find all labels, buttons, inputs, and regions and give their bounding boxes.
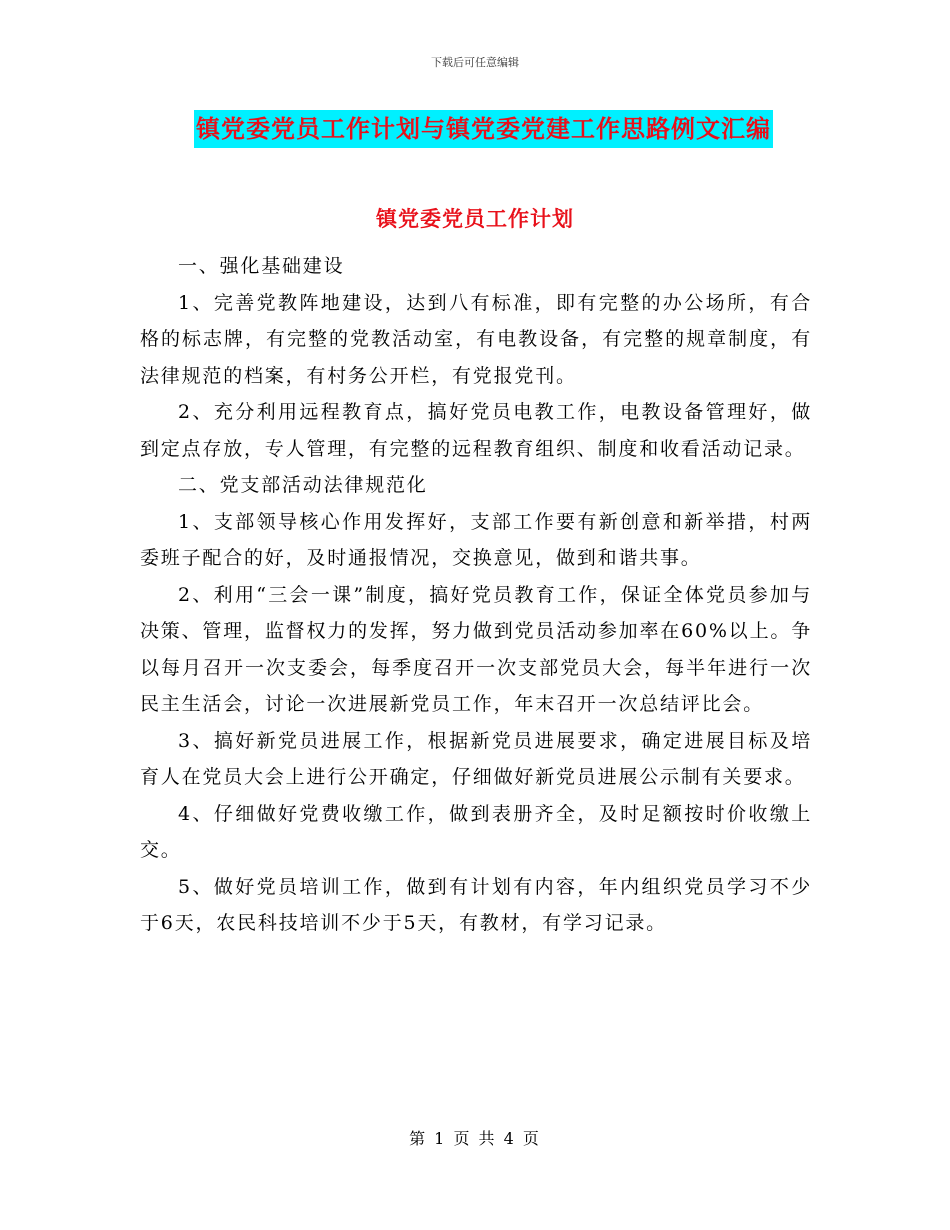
main-title-container (194, 110, 773, 148)
paragraph-item: 1、支部领导核心作用发挥好，支部工作要有新创意和新举措，村两委班子配合的好，及时通报情况，交换意见，做到和谐共事。 (140, 510, 812, 569)
page-number-footer: 第 1 页 共 4 页 (409, 1129, 541, 1148)
main-title: 镇党委党员工作计划与镇党委党建工作思路例文汇编 (194, 110, 773, 148)
heading-branch-activities: 二、党支部活动法律规范化 (178, 474, 428, 496)
document-body (140, 248, 812, 942)
paragraph-item: 5、做好党员培训工作，做到有计划有内容，年内组织党员学习不少于6天，农民科技培训不少于5天，有教材，有学习记录。 (140, 875, 812, 934)
heading-basic-construction: 一、强化基础建设 (178, 255, 345, 277)
section-title: 镇党委党员工作计划 (376, 207, 574, 231)
paragraph-item: 1、完善党教阵地建设，达到八有标准，即有完整的办公场所，有合格的标志牌，有完整的党教活动室，有电教设备，有完整的规章制度，有法律规范的档案，有村务公开栏，有党报党刊。 (140, 291, 812, 387)
paragraph-item: 3、搞好新党员进展工作，根据新党员进展要求，确定进展目标及培育人在党员大会上进行公开确定，仔细做好新党员进展公示制有关要求。 (140, 729, 812, 788)
header-note: 下载后可任意编辑 (431, 56, 519, 69)
paragraph-item: 2、利用“三会一课”制度，搞好党员教育工作，保证全体党员参加与决策、管理，监督权力的发挥，努力做到党员活动参加率在60%以上。争以每月召开一次支委会，每季度召开一次支部党员大会，每半年进行一次民主生活会，讨论一次进展新党员工作，年末召开一次总结评比会。 (140, 583, 812, 715)
paragraph-item: 4、仔细做好党费收缴工作，做到表册齐全，及时足额按时价收缴上交。 (140, 802, 812, 861)
paragraph-item: 2、充分利用远程教育点，搞好党员电教工作，电教设备管理好，做到定点存放，专人管理，有完整的远程教育组织、制度和收看活动记录。 (140, 401, 812, 460)
